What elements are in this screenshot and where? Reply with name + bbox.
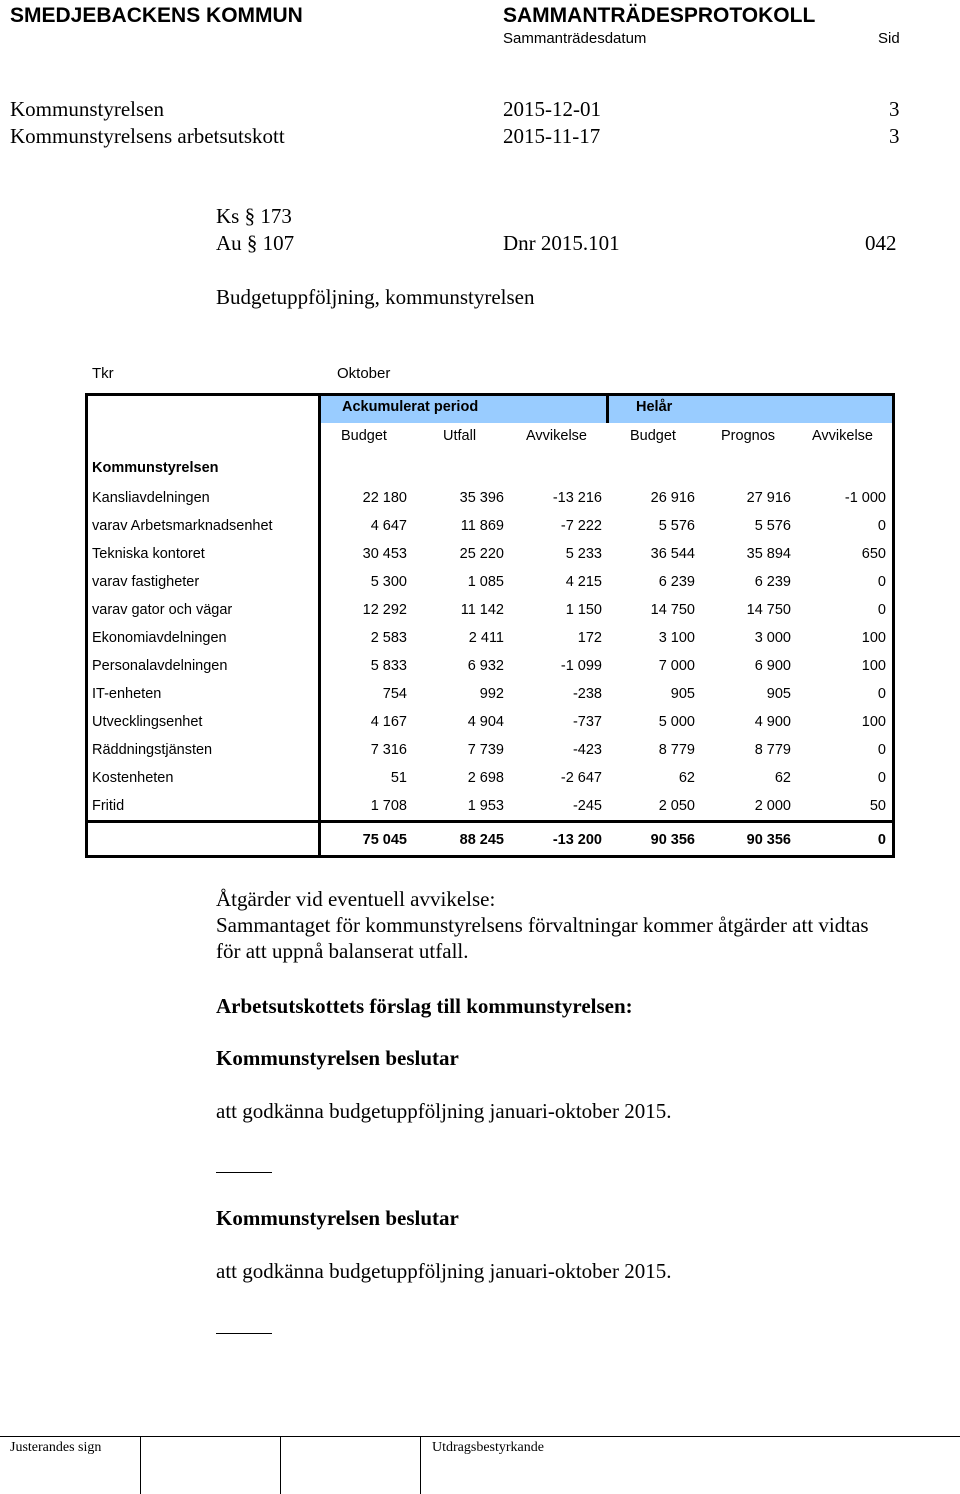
meeting-page: 3	[889, 124, 900, 148]
table-cell: 5 233	[565, 546, 602, 562]
row-label: Fritid	[92, 798, 125, 814]
table-cell: -13 216	[552, 490, 602, 506]
table-cell: 5 000	[658, 714, 695, 730]
table-cell: 4 167	[370, 714, 407, 730]
table-cell: -245	[572, 798, 602, 814]
table-cell: 992	[479, 686, 504, 702]
decision-heading: Kommunstyrelsen beslutar	[216, 1206, 459, 1230]
table-cell: 4 904	[467, 714, 504, 730]
table-cell: 2 411	[468, 630, 504, 646]
au-paragraph: Au § 107	[216, 231, 295, 255]
table-cell: 0	[877, 770, 886, 786]
table-cell: 4 900	[754, 714, 791, 730]
footer-rule	[0, 1436, 960, 1437]
table-cell: 7 000	[658, 658, 695, 674]
table-row	[85, 653, 895, 681]
group-label-accumulated: Ackumulerat period	[342, 399, 479, 415]
table-cell: 27 916	[746, 490, 791, 506]
table-cell: -238	[572, 686, 602, 702]
ks-paragraph: Ks § 173	[216, 204, 292, 228]
row-label: IT-enheten	[92, 686, 162, 702]
table-cell: 4 215	[565, 574, 602, 590]
table-cell: 2 050	[658, 798, 695, 814]
row-label: Räddningstjänsten	[92, 742, 213, 758]
table-row	[85, 765, 895, 793]
table-row	[85, 541, 895, 569]
table-cell: 62	[774, 770, 791, 786]
table-row	[85, 681, 895, 709]
row-label: varav Arbetsmarknadsenhet	[92, 518, 273, 534]
table-cell: 2 000	[754, 798, 791, 814]
diary-number: Dnr 2015.101	[503, 231, 620, 255]
table-cell: 5 576	[754, 518, 791, 534]
table-cell: 7 316	[370, 742, 407, 758]
row-label: varav fastigheter	[92, 574, 200, 590]
footer-divider	[280, 1437, 281, 1494]
column-header: Prognos	[721, 428, 776, 444]
footer-divider	[420, 1437, 421, 1494]
table-cell: 6 239	[754, 574, 791, 590]
table-cell: 905	[766, 686, 791, 702]
archive-code: 042	[865, 231, 897, 255]
table-cell: 1 085	[467, 574, 504, 590]
column-header: Utfall	[443, 428, 477, 444]
table-row	[85, 625, 895, 653]
table-cell: 51	[390, 770, 407, 786]
group-label-full-year: Helår	[636, 399, 673, 415]
table-cell: 5 300	[370, 574, 407, 590]
decision-text: att godkänna budgetuppföljning januari-oktober 2015.	[216, 1099, 672, 1123]
table-cell: 36 544	[650, 546, 695, 562]
row-label: Kostenheten	[92, 770, 174, 786]
table-row	[85, 737, 895, 765]
table-cell: 6 932	[467, 658, 504, 674]
table-cell: -1 000	[844, 490, 886, 506]
table-cell: 5 576	[658, 518, 695, 534]
table-cell: 1 150	[565, 602, 602, 618]
table-cell: -1 099	[560, 658, 602, 674]
table-cell: 6 900	[754, 658, 791, 674]
row-label: varav gator och vägar	[92, 602, 233, 618]
table-cell: -423	[572, 742, 602, 758]
table-cell: 25 220	[459, 546, 504, 562]
table-cell: 11 869	[460, 518, 504, 534]
decision-heading: Kommunstyrelsen beslutar	[216, 1046, 459, 1070]
actions-heading: Åtgärder vid eventuell avvikelse:	[216, 887, 496, 911]
table-cell: 8 779	[658, 742, 695, 758]
table-cell: 26 916	[650, 490, 695, 506]
row-label: Kansliavdelningen	[92, 490, 210, 506]
page-label: Sid	[878, 30, 900, 47]
table-cell: 5 833	[370, 658, 407, 674]
column-header: Budget	[630, 428, 676, 444]
table-cell: 100	[861, 630, 886, 646]
footer-divider	[140, 1437, 141, 1494]
table-cell: 11 142	[460, 602, 504, 618]
group-divider	[606, 396, 609, 423]
document-type: SAMMANTRÄDESPROTOKOLL	[503, 4, 816, 27]
table-cell: 7 739	[467, 742, 504, 758]
table-cell: 2 698	[467, 770, 504, 786]
table-cell: 754	[382, 686, 407, 702]
table-cell: 650	[861, 546, 886, 562]
table-cell: 172	[577, 630, 602, 646]
table-cell: 0	[877, 686, 886, 702]
month-label: Oktober	[337, 365, 391, 382]
table-row	[85, 513, 895, 541]
table-cell: 4 647	[370, 518, 407, 534]
row-label: Tekniska kontoret	[92, 546, 205, 562]
total-cell: 90 356	[650, 832, 695, 848]
separator-rule	[216, 1333, 272, 1334]
extract-label: Utdragsbestyrkande	[432, 1440, 544, 1455]
table-cell: 100	[861, 714, 886, 730]
row-label: Ekonomiavdelningen	[92, 630, 227, 646]
table-cell: 8 779	[754, 742, 791, 758]
table-cell: 100	[861, 658, 886, 674]
table-cell: 62	[678, 770, 695, 786]
table-cell: 35 396	[459, 490, 504, 506]
table-cell: 0	[877, 742, 886, 758]
column-header: Budget	[341, 428, 387, 444]
column-header: Avvikelse	[526, 428, 587, 444]
date-label: Sammanträdesdatum	[503, 30, 647, 47]
table-cell: -2 647	[560, 770, 602, 786]
table-cell: 0	[877, 574, 886, 590]
table-row	[85, 569, 895, 597]
row-label: Utvecklingsenhet	[92, 714, 203, 730]
meeting-date: 2015-12-01	[503, 97, 601, 121]
table-cell: 30 453	[362, 546, 407, 562]
table-cell: 0	[877, 602, 886, 618]
meeting-body: Kommunstyrelsen	[10, 97, 164, 121]
section-label: Kommunstyrelsen	[92, 460, 219, 476]
total-cell: -13 200	[552, 832, 602, 848]
separator-rule	[216, 1172, 272, 1173]
actions-line: för att uppnå balanserat utfall.	[216, 939, 469, 963]
table-cell: -7 222	[560, 518, 602, 534]
decision-text: att godkänna budgetuppföljning januari-oktober 2015.	[216, 1259, 672, 1283]
table-cell: 905	[670, 686, 695, 702]
table-cell: 3 100	[658, 630, 695, 646]
table-cell: 0	[877, 518, 886, 534]
table-cell: 12 292	[362, 602, 407, 618]
table-row	[85, 793, 895, 821]
municipality-name: SMEDJEBACKENS KOMMUN	[10, 4, 303, 27]
unit-label: Tkr	[92, 365, 114, 382]
table-row	[85, 485, 895, 513]
row-label: Personalavdelningen	[92, 658, 228, 674]
table-cell: -737	[572, 714, 602, 730]
table-cell: 35 894	[746, 546, 791, 562]
meeting-body: Kommunstyrelsens arbetsutskott	[10, 124, 285, 148]
table-cell: 50	[869, 798, 886, 814]
table-row	[85, 597, 895, 625]
table-cell: 1 708	[370, 798, 407, 814]
meeting-page: 3	[889, 97, 900, 121]
total-cell: 90 356	[746, 832, 791, 848]
table-total-row	[85, 827, 895, 855]
sign-label: Justerandes sign	[10, 1440, 102, 1455]
actions-line: Sammantaget för kommunstyrelsens förvaltningar kommer åtgärder att vidtas	[216, 913, 869, 937]
table-cell: 22 180	[362, 490, 407, 506]
table-cell: 14 750	[650, 602, 695, 618]
proposal-heading: Arbetsutskottets förslag till kommunstyrelsen:	[216, 994, 633, 1018]
page-title: Budgetuppföljning, kommunstyrelsen	[216, 285, 535, 309]
table-cell: 3 000	[754, 630, 791, 646]
meeting-date: 2015-11-17	[503, 124, 601, 148]
table-cell: 2 583	[370, 630, 407, 646]
column-header: Avvikelse	[812, 428, 873, 444]
table-cell: 1 953	[467, 798, 504, 814]
table-cell: 6 239	[658, 574, 695, 590]
table-cell: 14 750	[746, 602, 791, 618]
total-cell: 0	[877, 832, 886, 848]
total-cell: 75 045	[362, 832, 407, 848]
table-row	[85, 709, 895, 737]
total-cell: 88 245	[459, 832, 504, 848]
